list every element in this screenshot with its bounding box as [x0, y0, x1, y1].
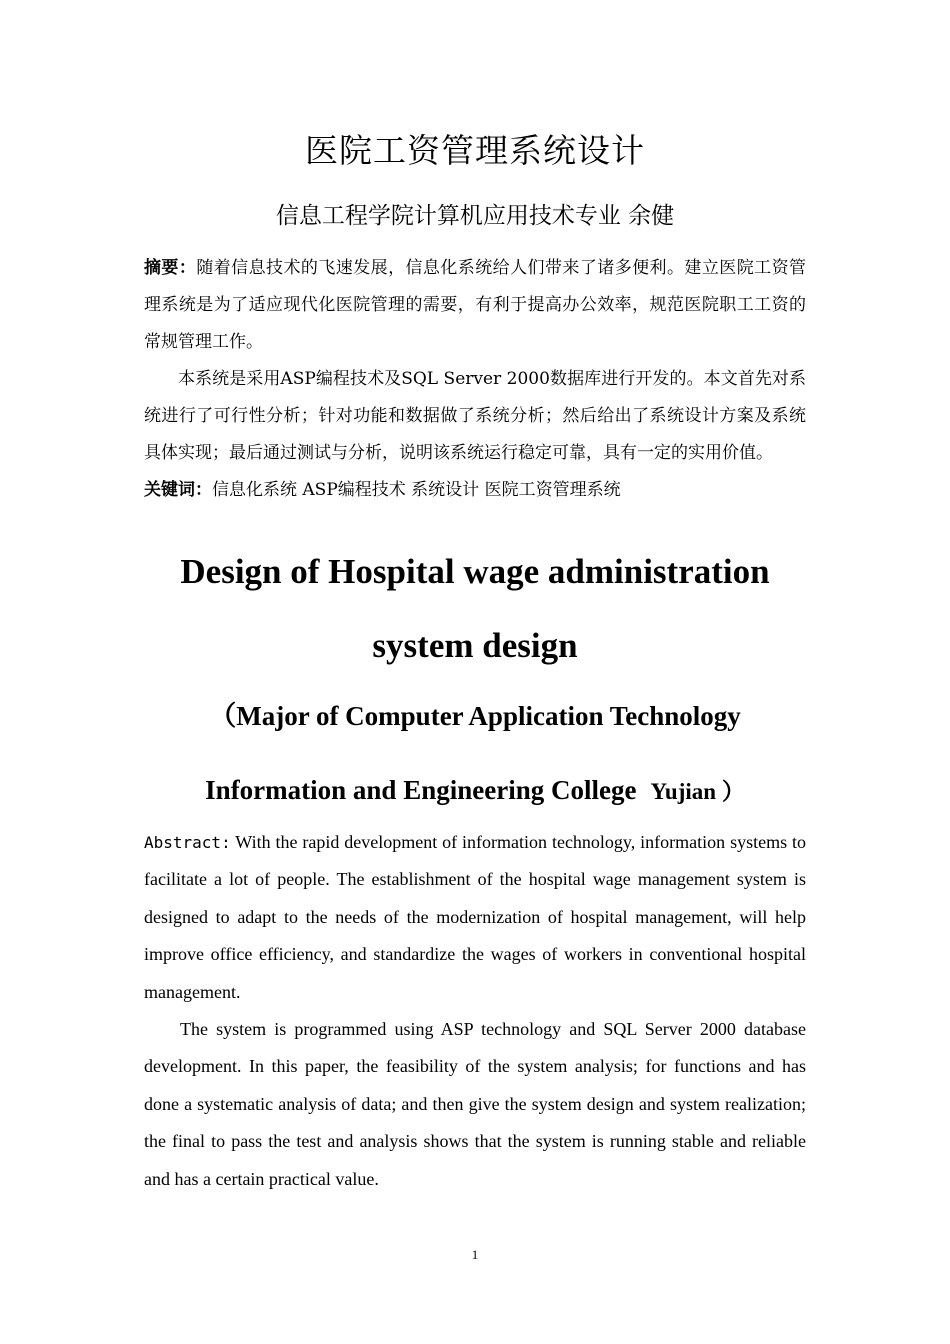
affiliation-en-college: Information and Engineering College — [205, 775, 637, 805]
author-en: Yujian ） — [650, 779, 745, 804]
abstract-cn-label: 摘要： — [144, 258, 197, 278]
abstract-en-label: Abstract: — [144, 833, 231, 852]
abstract-cn-block — [144, 250, 806, 509]
page-title-cn: 医院工资管理系统设计 — [305, 131, 645, 170]
abstract-en-block — [144, 824, 806, 1198]
abstract-cn-paragraph-2: 本系统是采用ASP编程技术及SQL Server 2000数据库进行开发的。本文首先对系统进行了可行性分析；针对功能和数据做了系统分析；然后给出了系统设计方案及系统具体实现；最后通过测试与分析，说明该系统运行稳定可靠，具有一定的实用价值。 — [144, 369, 806, 463]
keywords-cn-label: 关键词： — [144, 480, 212, 500]
keywords-cn-text: 信息化系统 ASP编程技术 系统设计 医院工资管理系统 — [212, 480, 621, 500]
page-number: 1 — [471, 1247, 479, 1262]
abstract-en-paragraph-2: The system is programmed using ASP technology and SQL Server 2000 database development. In this paper, the feasibility of the system analysis; for functions and has done a systematic analysis of data; and then give the system design and system realization; the final to pass the test and analysis shows that the system is running stable and reliable and has a certain practical value. — [144, 1019, 806, 1189]
title-en-line-1: Design of Hospital wage administration — [180, 552, 770, 591]
abstract-en-paragraph-1 — [144, 824, 806, 1011]
title-en-line-2: system design — [372, 626, 578, 665]
affiliation-en-line-1: （Major of Computer Application Technology — [209, 701, 741, 731]
abstract-cn-paragraph-1 — [144, 250, 806, 361]
author-line-cn: 信息工程学院计算机应用技术专业 余健 — [275, 203, 675, 229]
keywords-cn — [144, 472, 806, 509]
abstract-cn-text-1: 随着信息技术的飞速发展，信息化系统给人们带来了诸多便利。建立医院工资管理系统是为了适应现代化医院管理的需要，有利于提高办公效率，规范医院职工工资的常规管理工作。 — [144, 258, 807, 352]
abstract-en-text-1: With the rapid development of information technology, information systems to facilitate a lot of people. The establishment of the hospital wage management system is designed to adapt to the needs of the modernization of hospital management, will help improve office efficiency, and standardize the wages of workers in conventional hospital management. — [144, 832, 806, 1002]
affiliation-en-line-2 — [0, 770, 950, 812]
